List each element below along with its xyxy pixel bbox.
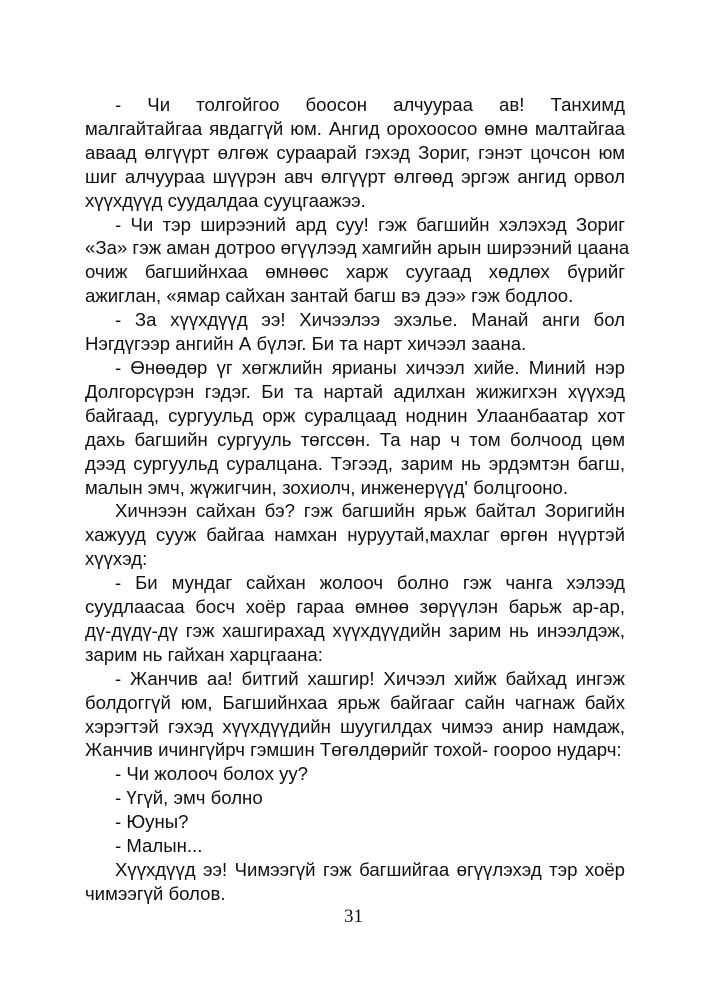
text-line: Жанчив ичингүйрч гэмшин Төгөлдөрийг тохой- гоороо нударч: [85,739,622,761]
text-line: - Чи толгойгоо боосон алчуураа ав! Танхимд [115,94,625,115]
text-line: Долгорсүрэн гэдэг. Би та нартай адилхан жижигхэн хүүхэд [85,380,625,402]
text-line: шиг алчуураа шүүрэн авч өлгүүрт өлгөөд эргэж ангид орвол [85,165,625,187]
text-line: - Чи тэр ширээний ард суу! гэж багшийн хэлэхэд Зориг [115,213,625,235]
text-line: очиж багшийнхаа өмнөөс харж суугаад хөдлөх бүрийг [85,261,625,283]
text-line: - Чи жолооч болох уу? [115,763,309,785]
text-line: чимээгүй болов. [85,882,226,904]
text-line: Хичнээн сайхан бэ? гэж багшийн ярьж байтал Зоригийн [115,500,625,522]
text-line: малын эмч, жүжигчин, зохиолч, инженерүүд' болцгооно. [85,476,569,498]
text-line: аваад өлгүүрт өлгөж сураарай гэхэд Зориг, гэнэт цочсон юм [85,141,625,163]
text-line: болдоггүй юм, Багшийнхаа ярьж байгааг сайн чагнаж байх [85,691,625,713]
text-line: «За» гэж аман дотроо өгүүлээд хамгийн арын ширээний цаана [85,237,630,259]
text-line: дээд сургуульд суралцана. Тэгээд, зарим нь эрдэмтэн багш, [85,452,625,474]
body-text [85,93,630,906]
text-line: - Үгүй, эмч болно [115,787,263,809]
text-line: - За хүүхдүүд ээ! Хичээлээ эхэлье. Манай анги бол [115,309,625,331]
text-line: малгайтайгаа явдаггүй юм. Ангид орохоосоо өмнө малтайгаа [85,117,625,139]
text-line: хүүхдүүд суудалдаа сууцгаажээ. [85,189,366,211]
text-line: хажууд сууж байгаа намхан нуруутай,махлаг өргөн нүүртэй [85,524,625,546]
text-line: суудлаасаа босч хоёр гараа өмнөө зөрүүлэн барьж ар-ар, [85,596,625,618]
text-line: дахь багшийн сургууль төгссөн. Та нар ч том болчоод цөм [85,428,625,450]
text-line: зарим нь гайхан харцгаана: [85,643,323,665]
text-line: - Өнөөдөр үг хөгжлийн ярианы хичээл хийе. Миний нэр [115,356,625,378]
text-line: хэрэгтэй гэхэд хүүхдүүдийн шуугилдах чимээ анир намдаж, [85,715,625,737]
text-line: - Жанчив аа! битгий хашгир! Хичээл хийж байхад ингэж [115,667,625,689]
text-line: хүүхэд: [85,548,148,570]
text-line: байгаад, сургуульд орж суралцаад ноднин Улаанбаатар хот [85,404,625,426]
text-line: ажиглан, «ямар сайхан зантай багш вэ дээ» гэж бодлоо. [85,285,574,307]
text-line: Нэгдүгээр ангийн А бүлэг. Би та нарт хичээл заана. [85,333,527,355]
text-line: - Би мундаг сайхан жолооч болно гэж чанга хэлээд [115,572,625,594]
text-line: - Юуны? [115,811,189,833]
page-number: 31 [344,906,363,927]
text-line: - Малын... [115,835,203,857]
text-line: Хүүхдүүд ээ! Чимээгүй гэж багшийгаа өгүүлэхэд тэр хоёр [115,859,625,880]
text-line: дү-дүдү-дү гэж хашгирахад хүүхдүүдийн зарим нь инээлдэж, [85,619,625,641]
